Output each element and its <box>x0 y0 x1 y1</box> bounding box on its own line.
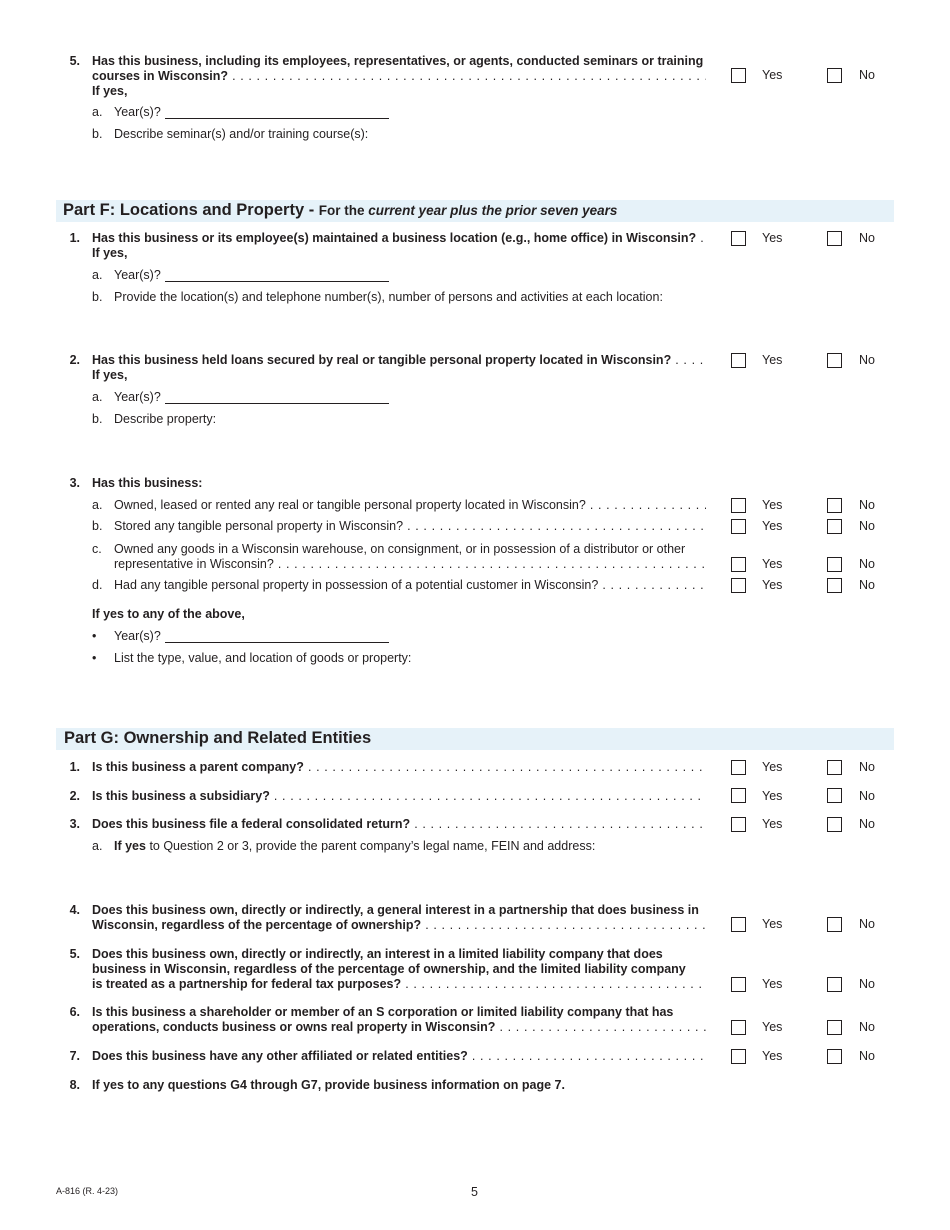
yes-label: Yes <box>762 917 783 931</box>
year-input[interactable] <box>165 391 389 404</box>
yes-label: Yes <box>762 68 783 82</box>
question-number: 8. <box>69 1078 80 1092</box>
sub-question-b: b. Stored any tangible personal property in Wisconsin? . . . <box>92 519 706 534</box>
no-label: No <box>859 68 875 82</box>
no-checkbox[interactable] <box>827 231 842 246</box>
yes-label: Yes <box>762 578 783 592</box>
no-label: No <box>859 578 875 592</box>
yes-label: Yes <box>762 231 783 245</box>
yes-checkbox[interactable] <box>731 1049 746 1064</box>
form-id: A-816 (R. 4-23) <box>56 1186 119 1196</box>
year-field-row: a. Year(s)? <box>92 105 389 119</box>
page-number: 5 <box>471 1185 478 1199</box>
question-text: Is this business a shareholder or member of an S corporation or limited liability company that has operations, conducts business or owns real property in Wisconsin? . . . <box>92 1005 706 1035</box>
sub-question-c: c. Owned any goods in a Wisconsin warehouse, on consignment, or in possession of a distributor or other representative in Wisconsin? . . . <box>92 542 706 572</box>
question-text: Does this business own, directly or indirectly, a general interest in a partnership that does business in Wisconsin, regardless of the percentage of ownership? . . . <box>92 903 706 933</box>
year-input[interactable] <box>165 269 389 282</box>
year-input[interactable] <box>165 106 389 119</box>
question-number: 3. <box>69 817 80 831</box>
question-number: 5. <box>69 54 80 68</box>
describe-row: b. Describe seminar(s) and/or training course(s): <box>92 127 369 141</box>
section-title-part-f: Part F: Locations and Property - For the current year plus the prior seven years <box>63 201 618 219</box>
yes-checkbox[interactable] <box>731 760 746 775</box>
question-text: Does this business file a federal consolidated return? . . . <box>92 817 706 832</box>
no-label: No <box>859 519 875 533</box>
yes-label: Yes <box>762 519 783 533</box>
no-label: No <box>859 498 875 512</box>
no-checkbox[interactable] <box>827 519 842 534</box>
question-text: Has this business, including its employees, representatives, or agents, conducted seminars or training courses in Wisconsin? . . . If yes, <box>92 54 706 99</box>
question-number: 5. <box>69 947 80 961</box>
year-field-row: a. Year(s)? <box>92 390 389 404</box>
sub-question-d: d. Had any tangible personal property in possession of a potential customer in Wisconsin? . . . <box>92 578 706 593</box>
yes-checkbox[interactable] <box>731 498 746 513</box>
yes-checkbox[interactable] <box>731 788 746 803</box>
yes-checkbox[interactable] <box>731 817 746 832</box>
question-text: Is this business a parent company? . . . <box>92 760 706 775</box>
question-number: 1. <box>69 231 80 245</box>
yes-checkbox[interactable] <box>731 557 746 572</box>
yes-label: Yes <box>762 498 783 512</box>
question-text: Does this business own, directly or indirectly, an interest in a limited liability company that does business in Wisconsin, regardless of the percentage of ownership, and the limited liability company is treated as a partnership for federal tax purposes? . . . <box>92 947 706 992</box>
sub-question-a: a. If yes to Question 2 or 3, provide the parent company’s legal name, FEIN and address: <box>92 839 596 853</box>
yes-checkbox[interactable] <box>731 353 746 368</box>
no-checkbox[interactable] <box>827 977 842 992</box>
no-label: No <box>859 977 875 991</box>
yes-checkbox[interactable] <box>731 578 746 593</box>
year-field-row: • Year(s)? <box>92 629 389 643</box>
question-text: Does this business have any other affiliated or related entities? . . . <box>92 1049 706 1064</box>
no-checkbox[interactable] <box>827 788 842 803</box>
no-checkbox[interactable] <box>827 1049 842 1064</box>
describe-row: • List the type, value, and location of goods or property: <box>92 651 412 665</box>
no-checkbox[interactable] <box>827 498 842 513</box>
question-text: Has this business held loans secured by real or tangible personal property located in Wisconsin? . . . If yes, <box>92 353 706 383</box>
yes-label: Yes <box>762 789 783 803</box>
if-yes-heading: If yes to any of the above, <box>92 607 245 621</box>
question-number: 7. <box>69 1049 80 1063</box>
yes-label: Yes <box>762 1020 783 1034</box>
no-checkbox[interactable] <box>827 817 842 832</box>
no-label: No <box>859 353 875 367</box>
yes-checkbox[interactable] <box>731 977 746 992</box>
yes-label: Yes <box>762 1049 783 1063</box>
question-number: 3. <box>69 476 80 490</box>
question-number: 6. <box>69 1005 80 1019</box>
no-checkbox[interactable] <box>827 578 842 593</box>
describe-row: b. Provide the location(s) and telephone number(s), number of persons and activities at each location: <box>92 290 663 304</box>
question-text: Has this business: <box>92 476 203 490</box>
no-checkbox[interactable] <box>827 353 842 368</box>
no-label: No <box>859 557 875 571</box>
yes-checkbox[interactable] <box>731 1020 746 1035</box>
no-label: No <box>859 231 875 245</box>
yes-checkbox[interactable] <box>731 231 746 246</box>
no-checkbox[interactable] <box>827 917 842 932</box>
no-label: No <box>859 1020 875 1034</box>
no-checkbox[interactable] <box>827 68 842 83</box>
yes-checkbox[interactable] <box>731 68 746 83</box>
describe-row: b. Describe property: <box>92 412 217 426</box>
question-text: Has this business or its employee(s) maintained a business location (e.g., home office) in Wisconsin? . . . If yes, <box>92 231 706 261</box>
no-label: No <box>859 1049 875 1063</box>
question-number: 2. <box>69 353 80 367</box>
yes-label: Yes <box>762 353 783 367</box>
question-number: 2. <box>69 789 80 803</box>
yes-checkbox[interactable] <box>731 519 746 534</box>
question-text: If yes to any questions G4 through G7, provide business information on page 7. <box>92 1078 565 1092</box>
no-label: No <box>859 817 875 831</box>
question-number: 1. <box>69 760 80 774</box>
question-text: Is this business a subsidiary? . . . <box>92 789 706 804</box>
section-title-part-g: Part G: Ownership and Related Entities <box>64 729 372 747</box>
yes-label: Yes <box>762 557 783 571</box>
yes-label: Yes <box>762 817 783 831</box>
sub-question-a: a. Owned, leased or rented any real or tangible personal property located in Wisconsin? . . . <box>92 498 706 513</box>
question-number: 4. <box>69 903 80 917</box>
no-label: No <box>859 917 875 931</box>
yes-label: Yes <box>762 760 783 774</box>
year-input[interactable] <box>165 630 389 643</box>
no-label: No <box>859 760 875 774</box>
no-checkbox[interactable] <box>827 557 842 572</box>
yes-label: Yes <box>762 977 783 991</box>
no-checkbox[interactable] <box>827 760 842 775</box>
yes-checkbox[interactable] <box>731 917 746 932</box>
no-checkbox[interactable] <box>827 1020 842 1035</box>
year-field-row: a. Year(s)? <box>92 268 389 282</box>
no-label: No <box>859 789 875 803</box>
